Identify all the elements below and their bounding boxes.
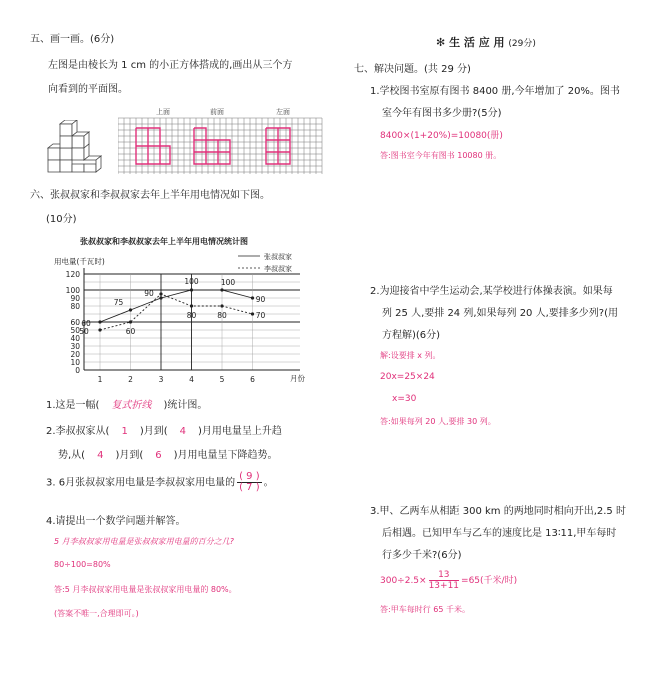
x-tick-label: 5 <box>219 375 225 384</box>
y-tick-label: 20 <box>70 350 80 359</box>
y-tick-label: 0 <box>75 366 80 375</box>
data-label-zhang: 60 <box>81 319 91 328</box>
data-point-li <box>98 328 101 331</box>
answer-6-2-decline-end: 6 <box>155 450 162 461</box>
problem-3-line1: 3.甲、乙两车从相距 300 km 的两地同时相向开出,2.5 时 <box>370 506 626 517</box>
chart-y-axis-label: 用电量(千瓦时) <box>54 257 105 266</box>
data-label-zhang: 90 <box>144 289 154 298</box>
data-point-zhang <box>190 288 193 291</box>
answer-2-solution: x=30 <box>392 394 417 404</box>
answer-3-fraction <box>429 570 459 591</box>
answer-1-equation: 8400×(1+20%)=10080(册) <box>380 131 503 141</box>
answer-2-conclusion: 答:如果每列 20 人,要排 30 列。 <box>380 417 496 426</box>
q2-text-e: )月到( <box>115 450 144 461</box>
data-point-li <box>190 304 193 307</box>
y-tick-label: 50 <box>70 326 80 335</box>
q2-text-c: )月用电量呈上升趋 <box>198 426 282 437</box>
problem-3-line2: 后相遇。已知甲车与乙车的速度比是 13∶11,甲车每时 <box>382 528 617 539</box>
problem-1-line2: 室今年有图书多少册?(5分) <box>382 108 502 119</box>
answer-3-conclusion: 答:甲车每时行 65 千米。 <box>380 605 470 614</box>
grid-label-front: 前面 <box>210 108 224 116</box>
q2-text-a: 2.李叔叔家从( <box>46 426 110 437</box>
snowflake-icon: ✻ <box>436 36 446 49</box>
y-tick-label: 10 <box>70 358 80 367</box>
chart-legend <box>238 252 292 273</box>
x-tick-label: 1 <box>97 375 103 384</box>
data-label-li: 70 <box>255 311 266 320</box>
chart-title: 张叔叔家和李叔叔家去年上半年用电情况统计图 <box>80 237 248 246</box>
data-point-li <box>159 292 162 295</box>
x-tick-label: 6 <box>250 375 255 384</box>
x-tick-label: 2 <box>128 375 133 384</box>
x-tick-label: 3 <box>158 375 164 384</box>
answer-3-denominator: 13+11 <box>428 581 460 591</box>
q2-text-b: )月到( <box>139 426 168 437</box>
answer-6-4-equation: 80÷100=80% <box>54 560 111 569</box>
section-header-score: (29分) <box>508 39 536 49</box>
question-6-3-end: 。 <box>263 477 274 489</box>
y-tick-label: 120 <box>65 270 80 279</box>
answer-6-4-conclusion: 答:5 月李叔叔家用电量是张叔叔家用电量的 80%。 <box>54 585 237 594</box>
data-point-zhang <box>220 288 223 291</box>
question-6-2-line2 <box>58 446 278 461</box>
legend-label-zhang: 张叔叔家 <box>264 253 292 261</box>
y-tick-label: 60 <box>70 318 80 327</box>
problem-2-line1: 2.为迎接省中学生运动会,某学校进行体操表演。如果每 <box>370 286 613 297</box>
section-6-title: 六、张叔叔家和李叔叔家去年上半年用电情况如下图。 <box>30 190 270 201</box>
y-tick-label: 90 <box>70 294 80 303</box>
legend-label-li: 李叔叔家 <box>264 265 292 273</box>
fraction-denominator: ( 7 ) <box>239 482 260 493</box>
data-point-zhang <box>98 320 101 323</box>
answer-6-1: 复式折线 <box>111 400 152 411</box>
drawing-grid <box>118 106 324 176</box>
section-5-title: 五、画一画。(6分) <box>30 34 115 45</box>
data-label-zhang: 100 <box>184 277 199 286</box>
section-header-title: 生 活 应 用 <box>449 36 505 49</box>
chart-x-axis-label: 月份 <box>290 374 305 383</box>
data-label-li: 80 <box>217 311 227 320</box>
question-6-1 <box>46 396 207 411</box>
answer-6-4-note: (答案不唯一,合理即可。) <box>54 609 139 618</box>
electricity-line-chart <box>50 232 330 388</box>
question-6-1-suffix: )统计图。 <box>163 400 208 411</box>
data-point-li <box>251 312 254 315</box>
problem-3-line3: 行多少千米?(6分) <box>382 550 462 561</box>
question-6-1-prefix: 1.这是一幅( <box>46 400 100 411</box>
y-tick-label: 100 <box>65 286 80 295</box>
section-7-title: 七、解决问题。(共 29 分) <box>354 64 471 75</box>
data-label-zhang: 75 <box>113 298 124 307</box>
question-6-4-title: 4.请提出一个数学问题并解答。 <box>46 516 186 527</box>
q2-text-d: 势,从( <box>58 450 86 461</box>
answer-6-2-start: 1 <box>121 426 128 437</box>
y-tick-label: 30 <box>70 342 80 351</box>
q2-text-f: )月用电量呈下降趋势。 <box>173 450 278 461</box>
y-tick-label: 80 <box>70 302 80 311</box>
section-6-score: (10分) <box>46 214 77 225</box>
cube-figure <box>44 120 110 176</box>
data-point-li <box>129 320 132 323</box>
data-label-zhang: 90 <box>255 295 266 304</box>
answer-3-numerator: 13 <box>429 570 459 581</box>
answer-6-2-decline-start: 4 <box>97 450 104 461</box>
section-5-desc-line2: 向看到的平面图。 <box>48 84 128 95</box>
problem-2-line3: 方程解)(6分) <box>382 330 441 341</box>
question-6-2-line1 <box>46 422 282 437</box>
answer-2-let: 解:设要排 x 列。 <box>380 351 441 360</box>
data-point-zhang <box>251 296 254 299</box>
x-tick-label: 4 <box>189 375 194 384</box>
data-point-zhang <box>159 296 162 299</box>
data-point-li <box>220 304 223 307</box>
answer-3-eq-suffix: =65(千米/时) <box>461 576 518 586</box>
data-label-zhang: 100 <box>220 278 236 287</box>
answer-6-3-fraction <box>237 472 262 493</box>
y-tick-label: 40 <box>70 334 80 343</box>
problem-1-line1: 1.学校图书室原有图书 8400 册,今年增加了 20%。图书 <box>370 86 620 97</box>
data-label-li: 60 <box>125 327 136 336</box>
grid-label-left: 左面 <box>276 108 290 116</box>
data-point-zhang <box>129 308 132 311</box>
answer-1-conclusion: 答:图书室今年有图书 10080 册。 <box>380 151 502 160</box>
question-6-3 <box>46 472 274 493</box>
answer-2-equation: 20x=25×24 <box>380 372 435 382</box>
section-header <box>436 34 536 50</box>
answer-6-2-peak: 4 <box>179 426 187 437</box>
problem-2-line2: 列 25 人,要排 24 列,如果每列 20 人,要排多少列?(用 <box>382 308 618 319</box>
grid-label-top: 上面 <box>156 108 170 116</box>
answer-6-4-question: 5 月李叔叔家用电量是张叔叔家用电量的百分之几? <box>54 537 234 546</box>
fraction-numerator: ( 9 ) <box>239 471 260 482</box>
answer-3-eq-prefix: 300÷2.5× <box>380 576 427 586</box>
data-label-li: 50 <box>79 327 89 336</box>
answer-3-equation <box>380 570 517 591</box>
data-label-li: 80 <box>186 311 197 320</box>
section-5-desc-line1: 左图是由棱长为 1 cm 的小正方体搭成的,画出从三个方 <box>48 60 293 71</box>
question-6-3-text: 3. 6月张叔叔家用电量是李叔叔家用电量的 <box>46 477 236 489</box>
